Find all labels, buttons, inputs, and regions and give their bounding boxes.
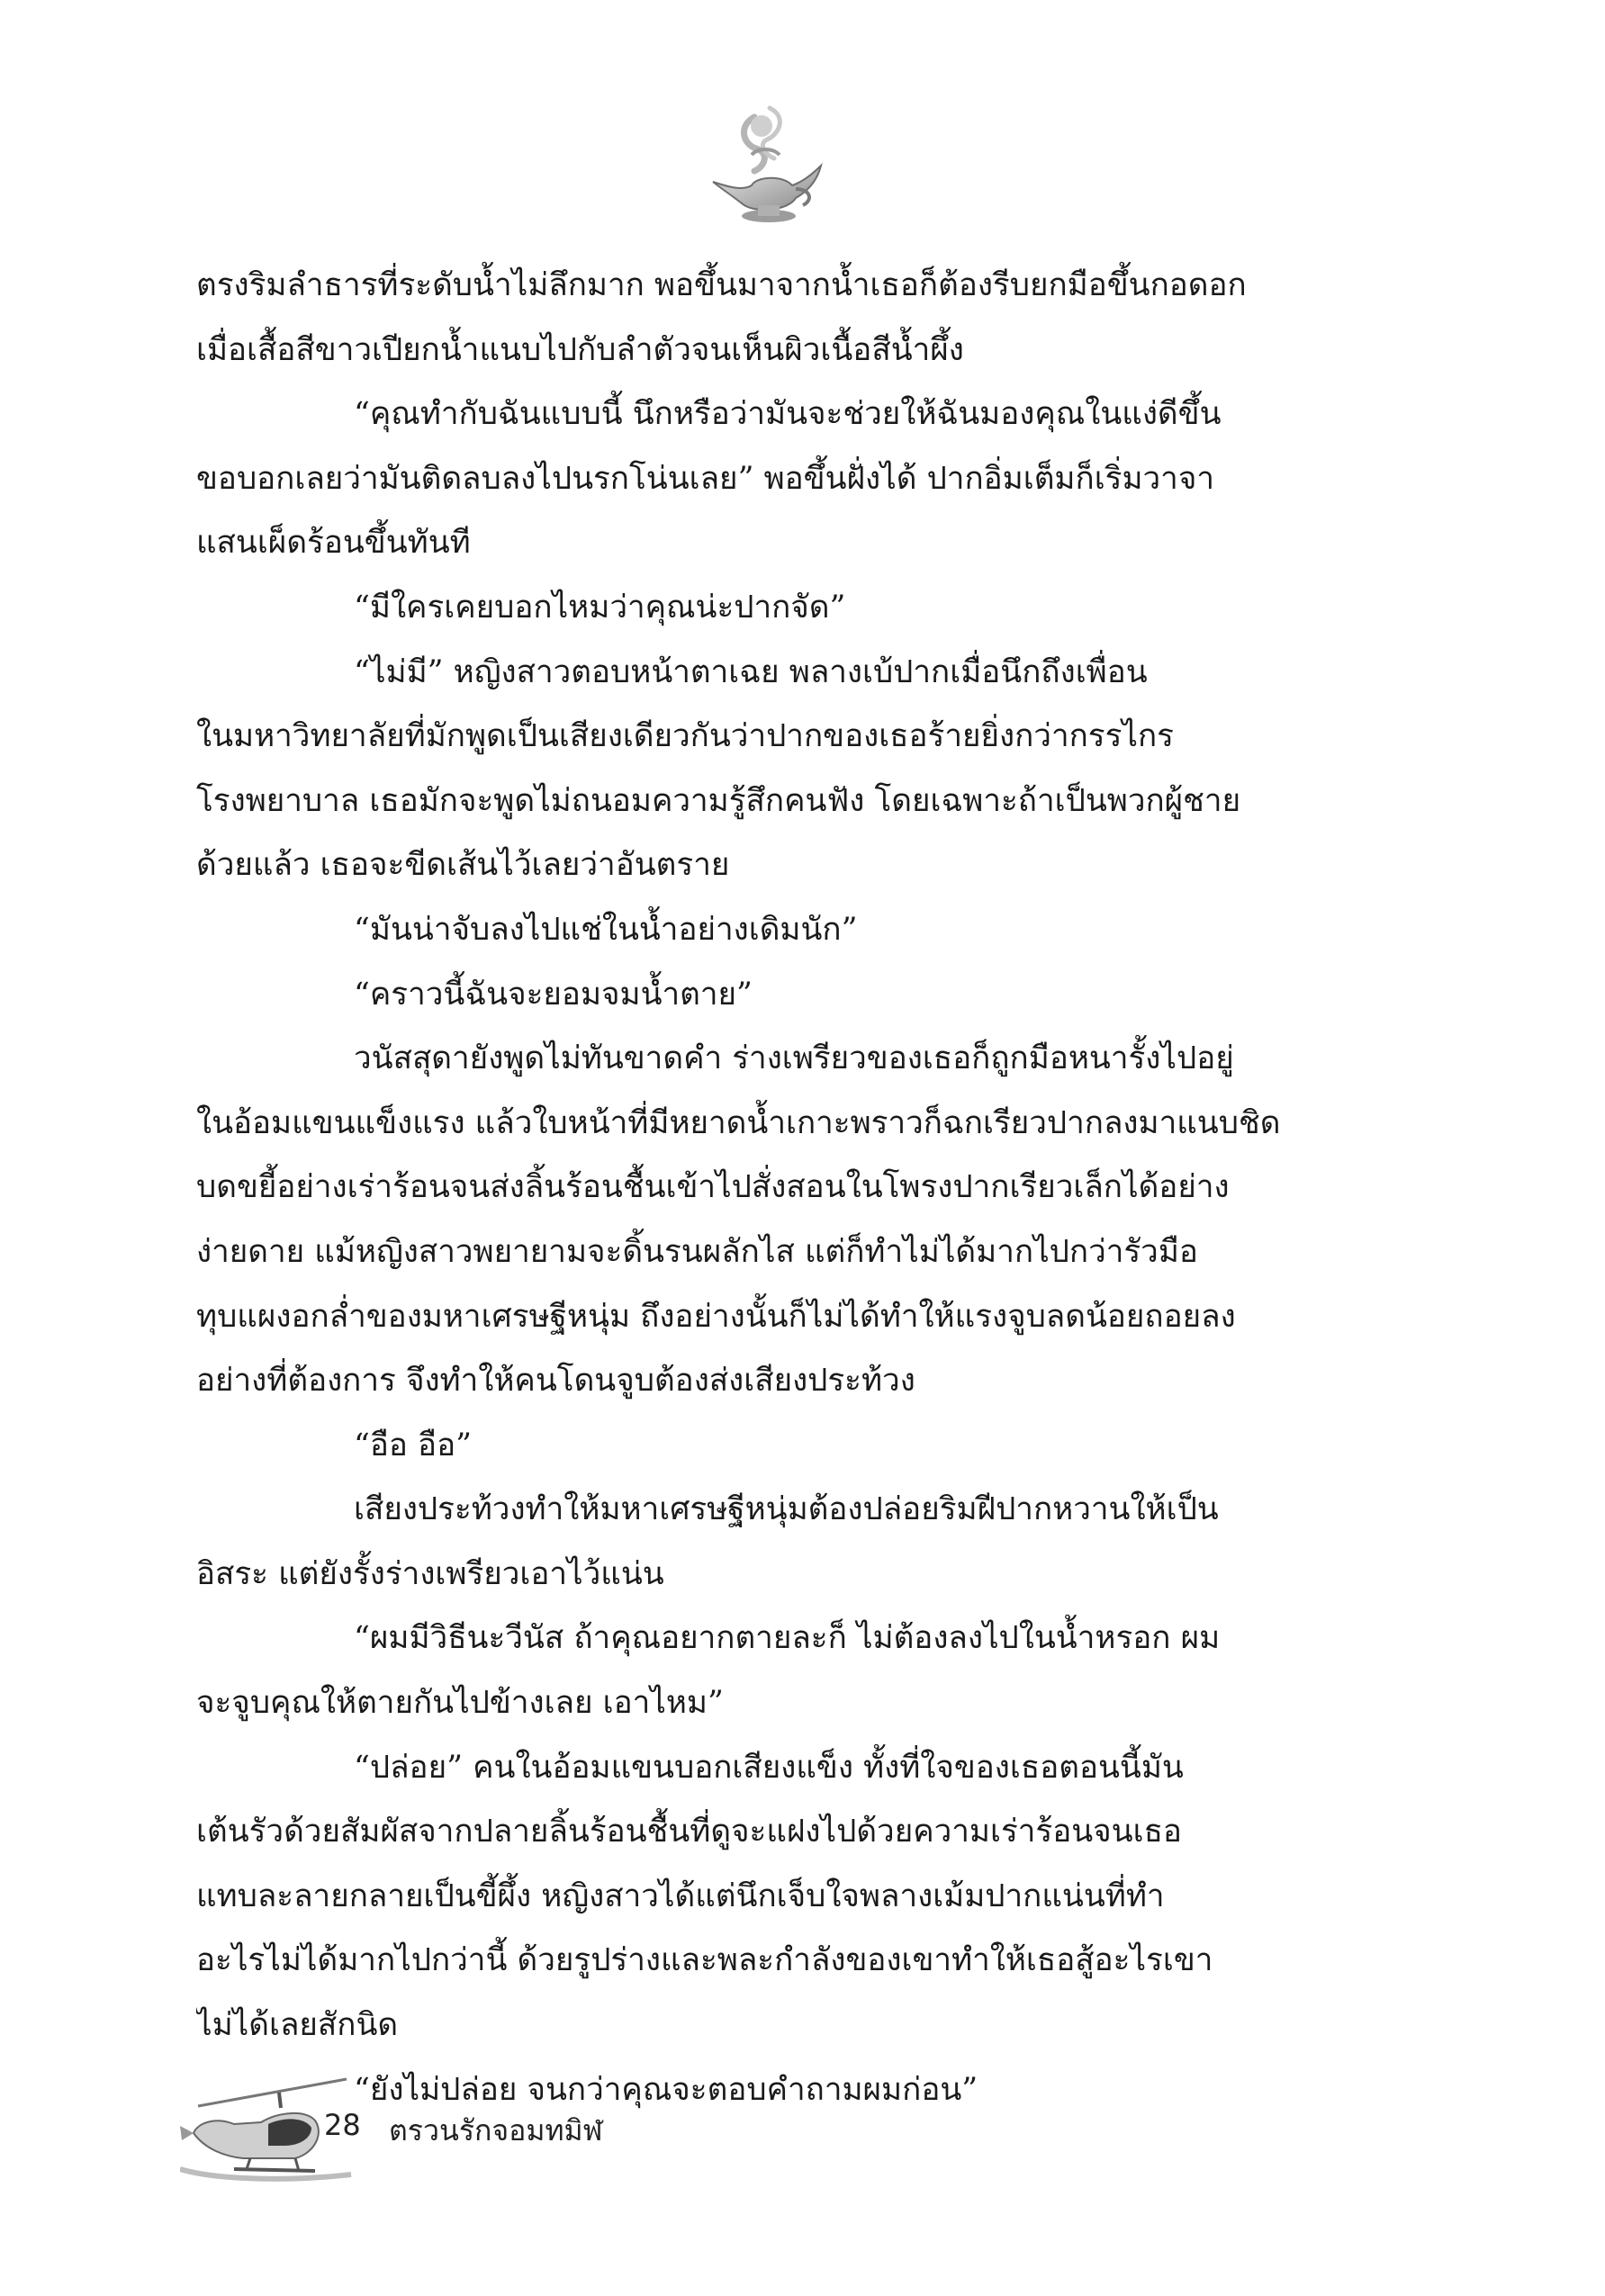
text-line: “ผมมีวิธีนะวีนัส ถ้าคุณอยากตายละก็ ไม่ต้องลงไปในน้ำหรอก ผม [354, 1620, 1221, 1657]
genie-lamp-icon [702, 99, 828, 234]
text-line: “อือ อือ” [354, 1427, 472, 1463]
book-title: ตรวนรักจอมทมิฬ [389, 2113, 603, 2147]
text-line: อิสระ แต่ยังรั้งร่างเพรียวเอาไว้แน่น [196, 1555, 664, 1592]
page-footer [180, 2070, 720, 2187]
text-line: ไม่ได้เลยสักนิด [196, 2007, 399, 2044]
text-line: โรงพยาบาล เธอมักจะพูดไม่ถนอมความรู้สึกคนฟัง โดยเฉพาะถ้าเป็นพวกผู้ชาย [196, 782, 1241, 819]
text-line: ในมหาวิทยาลัยที่มักพูดเป็นเสียงเดียวกันว่าปากของเธอร้ายยิ่งกว่ากรรไกร [196, 718, 1174, 755]
body-text [196, 254, 1366, 2122]
text-line: บดขยี้อย่างเร่าร้อนจนส่งลิ้นร้อนชื้นเข้าไปสั่งสอนในโพรงปากเรียวเล็กได้อย่าง [196, 1169, 1230, 1206]
text-line: ตรงริมลำธารที่ระดับน้ำไม่ลึกมาก พอขึ้นมาจากน้ำเธอก็ต้องรีบยกมือขึ้นกอดอก [196, 267, 1247, 303]
text-line: เต้นรัวด้วยสัมผัสจากปลายลิ้นร้อนชื้นที่ดูจะแฝงไปด้วยความเร่าร้อนจนเธอ [196, 1814, 1182, 1850]
text-line: ด้วยแล้ว เธอจะขีดเส้นไว้เลยว่าอันตราย [196, 847, 730, 884]
text-line: “มีใครเคยบอกไหมว่าคุณน่ะปากจัด” [354, 589, 846, 626]
text-line: อะไรไม่ได้มากไปกว่านี้ ด้วยรูปร่างและพละกำลังของเขาทำให้เธอสู้อะไรเขา [196, 1942, 1213, 1979]
text-line: “มันน่าจับลงไปแช่ในน้ำอย่างเดิมนัก” [354, 911, 858, 948]
text-line: “ไม่มี” หญิงสาวตอบหน้าตาเฉย พลางเบ้ปากเมื่อนึกถึงเพื่อน [354, 653, 1148, 690]
text-line: เมื่อเสื้อสีขาวเปียกน้ำแนบไปกับลำตัวจนเห็นผิวเนื้อสีน้ำผึ้ง [196, 331, 964, 368]
text-line: ในอ้อมแขนแข็งแรง แล้วใบหน้าที่มีหยาดน้ำเกาะพราวก็ฉกเรียวปากลงมาแนบชิด [196, 1104, 1281, 1141]
text-line: แทบละลายกลายเป็นขี้ผึ้ง หญิงสาวได้แต่นึกเจ็บใจพลางเม้มปากแน่นที่ทำ [196, 1877, 1165, 1914]
text-line: “คราวนี้ฉันจะยอมจมน้ำตาย” [354, 976, 753, 1013]
text-line: ขอบอกเลยว่ามันติดลบลงไปนรกโน่นเลย” พอขึ้นฝั่งได้ ปากอิ่มเต็มก็เริ่มวาจา [196, 460, 1214, 497]
text-line: ง่ายดาย แม้หญิงสาวพยายามจะดิ้นรนผลักไส แต่ก็ทำไม่ได้มากไปกว่ารัวมือ [196, 1233, 1198, 1270]
text-line: แสนเผ็ดร้อนขึ้นทันที [196, 525, 471, 562]
page-number: 28 [324, 2108, 361, 2142]
text-line: ทุบแผงอกล่ำของมหาเศรษฐีหนุ่ม ถึงอย่างนั้นก็ไม่ได้ทำให้แรงจูบลดน้อยถอยลง [196, 1298, 1236, 1335]
text-line: จะจูบคุณให้ตายกันไปข้างเลย เอาไหม” [196, 1685, 724, 1722]
text-line: “ปล่อย” คนในอ้อมแขนบอกเสียงแข็ง ทั้งที่ใจของเธอตอนนี้มัน [354, 1749, 1184, 1786]
text-line: “ยังไม่ปล่อย จนกว่าคุณจะตอบคำถามผมก่อน” [354, 2071, 978, 2108]
text-line: อย่างที่ต้องการ จึงทำให้คนโดนจูบต้องส่งเสียงประท้วง [196, 1363, 915, 1400]
text-line: เสียงประท้วงทำให้มหาเศรษฐีหนุ่มต้องปล่อยริมฝีปากหวานให้เป็น [354, 1491, 1219, 1528]
text-line: วนัสสุดายังพูดไม่ทันขาดคำ ร่างเพรียวของเธอก็ถูกมือหนารั้งไปอยู่ [354, 1040, 1234, 1077]
text-line: “คุณทำกับฉันแบบนี้ นึกหรือว่ามันจะช่วยให้ฉันมองคุณในแง่ดีขึ้น [354, 396, 1222, 433]
